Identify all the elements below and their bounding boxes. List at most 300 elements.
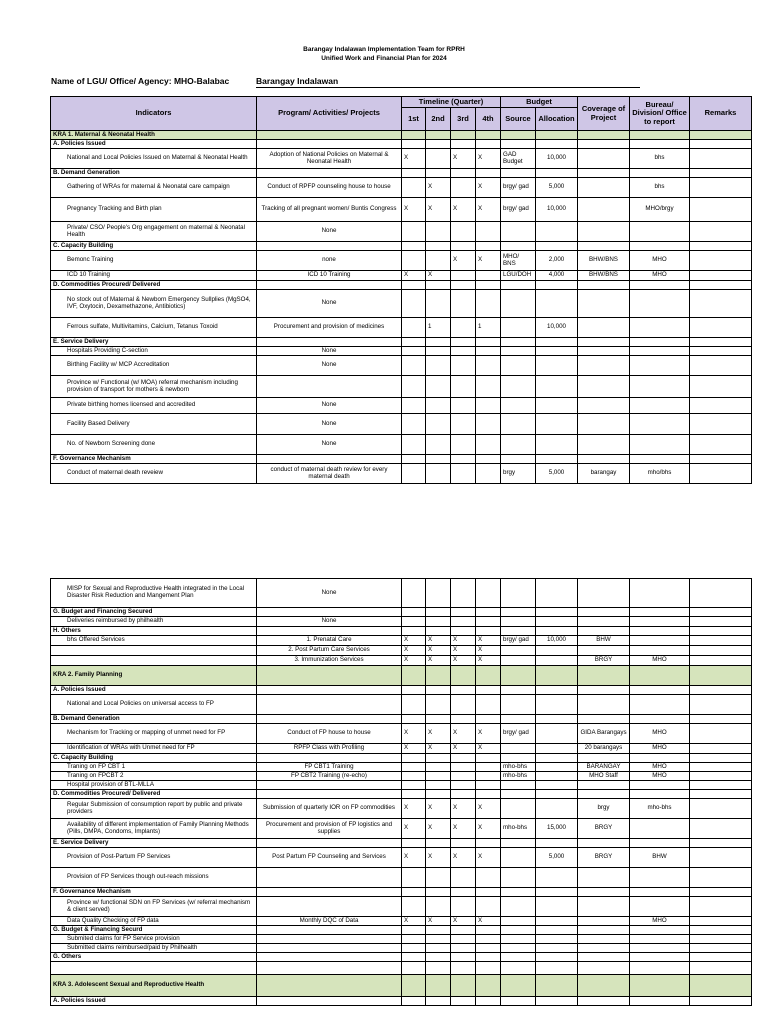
q1-cell: X bbox=[402, 198, 426, 222]
empty-cell bbox=[501, 281, 536, 290]
empty-cell bbox=[690, 686, 752, 695]
allocation-cell bbox=[536, 414, 578, 435]
indicator-cell bbox=[51, 962, 257, 975]
empty-cell bbox=[476, 839, 501, 848]
q1-cell bbox=[402, 579, 426, 608]
q2-cell bbox=[426, 868, 451, 888]
section-row bbox=[51, 953, 752, 962]
program-cell: FP CBT2 Training (re-echo) bbox=[257, 772, 402, 781]
kra-row bbox=[51, 131, 752, 140]
bureau-cell bbox=[630, 222, 690, 242]
q3-cell: X bbox=[451, 917, 476, 926]
remarks-cell bbox=[690, 868, 752, 888]
program-cell: None bbox=[257, 347, 402, 356]
indicator-cell: ICD 10 Training bbox=[51, 271, 257, 281]
section-row bbox=[51, 338, 752, 347]
table-row bbox=[51, 962, 752, 975]
coverage-cell bbox=[578, 917, 630, 926]
empty-cell bbox=[402, 975, 426, 997]
empty-cell bbox=[501, 839, 536, 848]
empty-cell bbox=[257, 975, 402, 997]
source-cell bbox=[501, 414, 536, 435]
remarks-cell bbox=[690, 464, 752, 484]
q2-cell bbox=[426, 414, 451, 435]
empty-cell bbox=[257, 140, 402, 149]
table-row bbox=[51, 376, 752, 398]
q2-cell: X bbox=[426, 178, 451, 198]
table-row bbox=[51, 414, 752, 435]
empty-cell bbox=[476, 926, 501, 935]
coverage-cell bbox=[578, 198, 630, 222]
empty-cell bbox=[578, 997, 630, 1006]
indicator-cell: Provision of Post-Partum FP Services bbox=[51, 848, 257, 868]
bureau-cell bbox=[630, 935, 690, 944]
empty-cell bbox=[476, 140, 501, 149]
bureau-cell bbox=[630, 435, 690, 455]
remarks-cell bbox=[690, 414, 752, 435]
empty-cell bbox=[630, 666, 690, 686]
q2-cell bbox=[426, 149, 451, 169]
q1-cell bbox=[402, 347, 426, 356]
empty-cell bbox=[536, 608, 578, 617]
empty-cell bbox=[476, 754, 501, 763]
coverage-cell bbox=[578, 318, 630, 338]
col-budget: Budget bbox=[501, 97, 578, 108]
empty-cell bbox=[426, 754, 451, 763]
coverage-cell bbox=[578, 695, 630, 715]
empty-cell bbox=[451, 926, 476, 935]
source-cell bbox=[501, 962, 536, 975]
q4-cell bbox=[476, 398, 501, 414]
empty-cell bbox=[578, 790, 630, 799]
remarks-cell bbox=[690, 636, 752, 646]
q4-cell bbox=[476, 222, 501, 242]
empty-cell bbox=[257, 888, 402, 897]
coverage-cell bbox=[578, 781, 630, 790]
section-heading: A. Policies Issued bbox=[51, 686, 257, 695]
q3-cell bbox=[451, 781, 476, 790]
indicator-cell: Submited claims for FP Service provision bbox=[51, 935, 257, 944]
remarks-cell bbox=[690, 944, 752, 953]
empty-cell bbox=[578, 242, 630, 251]
q1-cell: X bbox=[402, 744, 426, 754]
q2-cell: X bbox=[426, 271, 451, 281]
coverage-cell: GIDA Barangays bbox=[578, 724, 630, 744]
empty-cell bbox=[451, 627, 476, 636]
lgu-value: Barangay Indalawan bbox=[256, 76, 640, 88]
indicator-cell: Pregnancy Tracking and Birth plan bbox=[51, 198, 257, 222]
indicator-cell: Traning on FPCBT 2 bbox=[51, 772, 257, 781]
empty-cell bbox=[257, 839, 402, 848]
empty-cell bbox=[476, 715, 501, 724]
empty-cell bbox=[451, 790, 476, 799]
q2-cell: X bbox=[426, 636, 451, 646]
empty-cell bbox=[630, 790, 690, 799]
allocation-cell: 2,000 bbox=[536, 251, 578, 271]
program-cell: Procurement and provision of medicines bbox=[257, 318, 402, 338]
empty-cell bbox=[536, 455, 578, 464]
remarks-cell bbox=[690, 917, 752, 926]
empty-cell bbox=[402, 953, 426, 962]
empty-cell bbox=[451, 338, 476, 347]
section-heading: A. Policies Issued bbox=[51, 997, 257, 1006]
allocation-cell: 5,000 bbox=[536, 464, 578, 484]
indicator-cell: Identification of WRAs with Unmet need for FP bbox=[51, 744, 257, 754]
indicator-cell: Private/ CSO/ People's Org engagement on maternal & Neonatal Health bbox=[51, 222, 257, 242]
section-heading: E. Service Delivery bbox=[51, 338, 257, 347]
empty-cell bbox=[536, 131, 578, 140]
program-cell bbox=[257, 944, 402, 953]
empty-cell bbox=[451, 281, 476, 290]
section-heading: E. Service Delivery bbox=[51, 839, 257, 848]
q1-cell bbox=[402, 356, 426, 376]
coverage-cell bbox=[578, 579, 630, 608]
section-row bbox=[51, 281, 752, 290]
remarks-cell bbox=[690, 347, 752, 356]
source-cell bbox=[501, 848, 536, 868]
empty-cell bbox=[402, 666, 426, 686]
empty-cell bbox=[690, 338, 752, 347]
empty-cell bbox=[690, 666, 752, 686]
coverage-cell bbox=[578, 944, 630, 953]
allocation-cell bbox=[536, 781, 578, 790]
empty-cell bbox=[501, 715, 536, 724]
table-row bbox=[51, 819, 752, 839]
col-q1: 1st bbox=[402, 108, 426, 131]
indicator-cell: Bemonc Training bbox=[51, 251, 257, 271]
bureau-cell: bhs bbox=[630, 149, 690, 169]
source-cell: LGU/DOH bbox=[501, 271, 536, 281]
empty-cell bbox=[426, 131, 451, 140]
allocation-cell: 10,000 bbox=[536, 636, 578, 646]
indicator-cell: Availability of different implementation of Family Planning Methods (Pills, DMPA, Condoms, Implants) bbox=[51, 819, 257, 839]
indicator-cell: Gathering of WRAs for maternal & Neonatal care campaign bbox=[51, 178, 257, 198]
q4-cell: X bbox=[476, 646, 501, 656]
q3-cell: X bbox=[451, 819, 476, 839]
bureau-cell bbox=[630, 636, 690, 646]
indicator-cell: No. of Newborn Screening done bbox=[51, 435, 257, 455]
section-heading: B. Demand Generation bbox=[51, 715, 257, 724]
empty-cell bbox=[257, 131, 402, 140]
source-cell bbox=[501, 868, 536, 888]
coverage-cell bbox=[578, 868, 630, 888]
q1-cell bbox=[402, 781, 426, 790]
empty-cell bbox=[578, 338, 630, 347]
q4-cell bbox=[476, 897, 501, 917]
program-cell: Post Partum FP Counseling and Services bbox=[257, 848, 402, 868]
empty-cell bbox=[257, 997, 402, 1006]
empty-cell bbox=[690, 754, 752, 763]
col-timeline: Timeline (Quarter) bbox=[402, 97, 501, 108]
kra-heading: KRA 2. Family Planning bbox=[51, 666, 257, 686]
table-row bbox=[51, 222, 752, 242]
empty-cell bbox=[257, 242, 402, 251]
q1-cell bbox=[402, 464, 426, 484]
q4-cell: X bbox=[476, 149, 501, 169]
bureau-cell bbox=[630, 897, 690, 917]
q1-cell bbox=[402, 962, 426, 975]
source-cell bbox=[501, 222, 536, 242]
empty-cell bbox=[690, 997, 752, 1006]
empty-cell bbox=[451, 455, 476, 464]
report-subtitle: Unified Work and Financial Plan for 2024 bbox=[321, 55, 447, 62]
kra-row bbox=[51, 975, 752, 997]
empty-cell bbox=[426, 281, 451, 290]
q3-cell bbox=[451, 290, 476, 318]
q2-cell bbox=[426, 435, 451, 455]
bureau-cell bbox=[630, 356, 690, 376]
table-row bbox=[51, 772, 752, 781]
table-row bbox=[51, 897, 752, 917]
q1-cell bbox=[402, 695, 426, 715]
q2-cell bbox=[426, 781, 451, 790]
coverage-cell bbox=[578, 897, 630, 917]
q1-cell bbox=[402, 178, 426, 198]
q2-cell bbox=[426, 398, 451, 414]
empty-cell bbox=[501, 666, 536, 686]
program-cell: 2. Post Partum Care Services bbox=[257, 646, 402, 656]
bureau-cell bbox=[630, 579, 690, 608]
empty-cell bbox=[402, 608, 426, 617]
empty-cell bbox=[630, 953, 690, 962]
table-row bbox=[51, 290, 752, 318]
q4-cell: X bbox=[476, 848, 501, 868]
section-row bbox=[51, 926, 752, 935]
coverage-cell: BRGY bbox=[578, 656, 630, 666]
empty-cell bbox=[501, 686, 536, 695]
empty-cell bbox=[630, 686, 690, 695]
allocation-cell bbox=[536, 222, 578, 242]
allocation-cell bbox=[536, 376, 578, 398]
q3-cell: X bbox=[451, 744, 476, 754]
q1-cell: X bbox=[402, 799, 426, 819]
empty-cell bbox=[451, 888, 476, 897]
empty-cell bbox=[501, 140, 536, 149]
section-row bbox=[51, 839, 752, 848]
coverage-cell: BRGY bbox=[578, 819, 630, 839]
empty-cell bbox=[451, 754, 476, 763]
empty-cell bbox=[501, 953, 536, 962]
q2-cell: 1 bbox=[426, 318, 451, 338]
allocation-cell bbox=[536, 435, 578, 455]
table-row bbox=[51, 435, 752, 455]
q4-cell bbox=[476, 435, 501, 455]
section-row bbox=[51, 455, 752, 464]
indicator-cell: Mechanism for Tracking or mapping of unmet need for FP bbox=[51, 724, 257, 744]
empty-cell bbox=[402, 242, 426, 251]
empty-cell bbox=[451, 997, 476, 1006]
empty-cell bbox=[630, 627, 690, 636]
indicator-cell: Provision of FP Services though out-reach missions bbox=[51, 868, 257, 888]
program-cell bbox=[257, 868, 402, 888]
source-cell bbox=[501, 944, 536, 953]
q4-cell bbox=[476, 781, 501, 790]
indicator-cell: Ferrous sulfate, Multivitamins, Calcium, Tetanus Toxoid bbox=[51, 318, 257, 338]
q3-cell bbox=[451, 376, 476, 398]
empty-cell bbox=[578, 975, 630, 997]
program-cell: None bbox=[257, 435, 402, 455]
program-cell bbox=[257, 376, 402, 398]
q1-cell: X bbox=[402, 724, 426, 744]
empty-cell bbox=[501, 338, 536, 347]
section-row bbox=[51, 608, 752, 617]
program-cell: conduct of maternal death review for every maternal death bbox=[257, 464, 402, 484]
q3-cell: X bbox=[451, 198, 476, 222]
q2-cell bbox=[426, 944, 451, 953]
empty-cell bbox=[536, 790, 578, 799]
section-heading: D. Commodities Procured/ Delivered bbox=[51, 790, 257, 799]
coverage-cell bbox=[578, 178, 630, 198]
empty-cell bbox=[690, 953, 752, 962]
table-row bbox=[51, 744, 752, 754]
q3-cell bbox=[451, 356, 476, 376]
col-coverage: Coverage of Project bbox=[578, 97, 630, 131]
kra-heading: KRA 1. Maternal & Neonatal Health bbox=[51, 131, 257, 140]
source-cell: brgy/ gad bbox=[501, 198, 536, 222]
q3-cell bbox=[451, 414, 476, 435]
q2-cell: X bbox=[426, 819, 451, 839]
work-plan-table-1 bbox=[50, 96, 752, 484]
q4-cell: 1 bbox=[476, 318, 501, 338]
program-cell: Conduct of FP house to house bbox=[257, 724, 402, 744]
empty-cell bbox=[536, 888, 578, 897]
source-cell bbox=[501, 646, 536, 656]
empty-cell bbox=[501, 997, 536, 1006]
q4-cell: X bbox=[476, 198, 501, 222]
empty-cell bbox=[690, 131, 752, 140]
source-cell bbox=[501, 579, 536, 608]
indicator-cell: No stock out of Maternal & Newborn Emergency Sullplies (MgSO4, IVF, Oxytocin, Dexamethazone, Antibiotics) bbox=[51, 290, 257, 318]
allocation-cell bbox=[536, 579, 578, 608]
section-row bbox=[51, 790, 752, 799]
q4-cell: X bbox=[476, 178, 501, 198]
empty-cell bbox=[257, 281, 402, 290]
program-cell: Adoption of National Policies on Maternal & Neonatal Health bbox=[257, 149, 402, 169]
bureau-cell: MHO bbox=[630, 271, 690, 281]
remarks-cell bbox=[690, 962, 752, 975]
q4-cell: X bbox=[476, 917, 501, 926]
empty-cell bbox=[630, 888, 690, 897]
empty-cell bbox=[630, 715, 690, 724]
q4-cell bbox=[476, 356, 501, 376]
empty-cell bbox=[501, 455, 536, 464]
q2-cell bbox=[426, 935, 451, 944]
program-cell: None bbox=[257, 356, 402, 376]
lgu-label: Name of LGU/ Office/ Agency: MHO-Balabac bbox=[51, 76, 230, 86]
program-cell bbox=[257, 935, 402, 944]
remarks-cell bbox=[690, 356, 752, 376]
allocation-cell bbox=[536, 799, 578, 819]
empty-cell bbox=[402, 686, 426, 695]
remarks-cell bbox=[690, 178, 752, 198]
q2-cell bbox=[426, 347, 451, 356]
coverage-cell: BHW/BNS bbox=[578, 251, 630, 271]
remarks-cell bbox=[690, 435, 752, 455]
empty-cell bbox=[451, 131, 476, 140]
table-row bbox=[51, 356, 752, 376]
program-cell: 3. Immunization Services bbox=[257, 656, 402, 666]
q2-cell bbox=[426, 962, 451, 975]
q1-cell: X bbox=[402, 271, 426, 281]
empty-cell bbox=[426, 715, 451, 724]
q1-cell bbox=[402, 935, 426, 944]
empty-cell bbox=[630, 926, 690, 935]
empty-cell bbox=[578, 140, 630, 149]
bureau-cell: MHO bbox=[630, 724, 690, 744]
indicator-cell bbox=[51, 646, 257, 656]
empty-cell bbox=[451, 975, 476, 997]
allocation-cell: 10,000 bbox=[536, 198, 578, 222]
table-row bbox=[51, 724, 752, 744]
source-cell bbox=[501, 356, 536, 376]
empty-cell bbox=[690, 839, 752, 848]
empty-cell bbox=[630, 169, 690, 178]
empty-cell bbox=[578, 169, 630, 178]
allocation-cell: 4,000 bbox=[536, 271, 578, 281]
section-heading: H. Others bbox=[51, 627, 257, 636]
empty-cell bbox=[257, 686, 402, 695]
section-heading: A. Policies Issued bbox=[51, 140, 257, 149]
empty-cell bbox=[690, 926, 752, 935]
empty-cell bbox=[578, 839, 630, 848]
section-heading: C. Capacity Building bbox=[51, 242, 257, 251]
empty-cell bbox=[451, 953, 476, 962]
empty-cell bbox=[451, 666, 476, 686]
empty-cell bbox=[578, 627, 630, 636]
remarks-cell bbox=[690, 271, 752, 281]
bureau-cell bbox=[630, 617, 690, 627]
program-cell bbox=[257, 695, 402, 715]
empty-cell bbox=[257, 790, 402, 799]
program-cell: Procurement and provision of FP logistics and supplies bbox=[257, 819, 402, 839]
program-cell: None bbox=[257, 222, 402, 242]
q2-cell: X bbox=[426, 198, 451, 222]
q3-cell bbox=[451, 222, 476, 242]
q3-cell bbox=[451, 772, 476, 781]
empty-cell bbox=[630, 455, 690, 464]
q3-cell bbox=[451, 271, 476, 281]
q1-cell bbox=[402, 435, 426, 455]
indicator-cell: Data Quality Checking of FP data bbox=[51, 917, 257, 926]
col-q3: 3rd bbox=[451, 108, 476, 131]
allocation-cell: 10,000 bbox=[536, 149, 578, 169]
allocation-cell bbox=[536, 356, 578, 376]
bureau-cell bbox=[630, 646, 690, 656]
indicator-cell: bhs Offered Services bbox=[51, 636, 257, 646]
section-row bbox=[51, 169, 752, 178]
empty-cell bbox=[402, 790, 426, 799]
empty-cell bbox=[536, 926, 578, 935]
q4-cell: X bbox=[476, 251, 501, 271]
allocation-cell bbox=[536, 724, 578, 744]
bureau-cell bbox=[630, 398, 690, 414]
remarks-cell bbox=[690, 318, 752, 338]
coverage-cell: BARANGAY bbox=[578, 763, 630, 772]
table-row bbox=[51, 318, 752, 338]
q4-cell bbox=[476, 868, 501, 888]
q2-cell bbox=[426, 897, 451, 917]
section-row bbox=[51, 627, 752, 636]
allocation-cell bbox=[536, 695, 578, 715]
table-row bbox=[51, 251, 752, 271]
q2-cell: X bbox=[426, 917, 451, 926]
bureau-cell bbox=[630, 962, 690, 975]
q2-cell bbox=[426, 376, 451, 398]
empty-cell bbox=[476, 686, 501, 695]
coverage-cell bbox=[578, 646, 630, 656]
coverage-cell bbox=[578, 149, 630, 169]
q3-cell bbox=[451, 398, 476, 414]
